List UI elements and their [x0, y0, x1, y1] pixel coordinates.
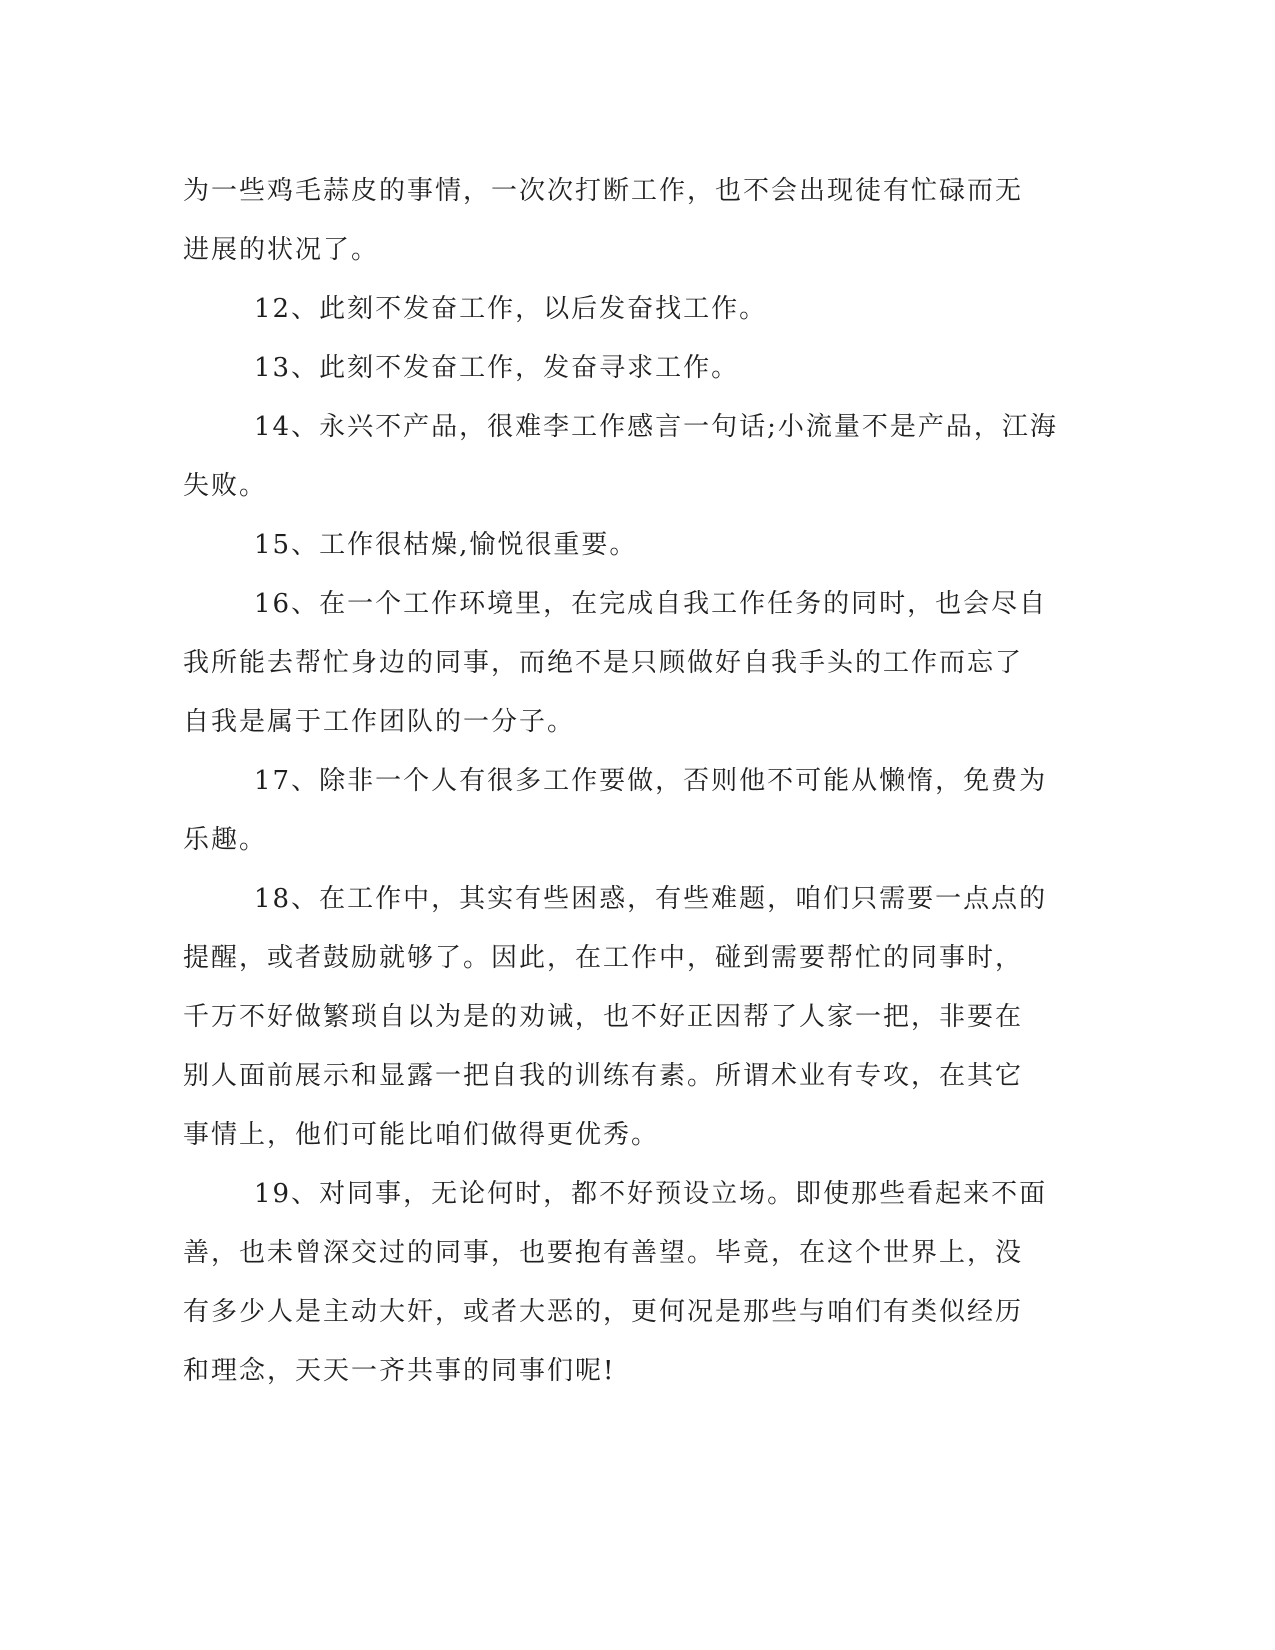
text-line: 提醒，或者鼓励就够了。因此，在工作中，碰到需要帮忙的同事时， — [183, 943, 1024, 973]
text-line: 和理念，天天一齐共事的同事们呢! — [183, 1356, 616, 1386]
text-line: 有多少人是主动大奸，或者大恶的，更何况是那些与咱们有类似经历 — [183, 1297, 1024, 1327]
text-line: 18、在工作中，其实有些困惑，有些难题，咱们只需要一点点的 — [254, 884, 1048, 914]
text-line: 别人面前展示和显露一把自我的训练有素。所谓术业有专攻，在其它 — [183, 1061, 1024, 1091]
paragraph-item-17 — [183, 752, 1048, 870]
paragraph-item-13 — [183, 339, 1043, 398]
text-line: 进展的状况了。 — [183, 235, 380, 265]
text-line: 17、除非一个人有很多工作要做，否则他不可能从懒惰，免费为 — [254, 766, 1048, 796]
paragraph-item-12 — [183, 280, 1043, 339]
text-line: 19、对同事，无论何时，都不好预设立场。即使那些看起来不面 — [254, 1179, 1048, 1209]
text-line: 我所能去帮忙身边的同事，而绝不是只顾做好自我手头的工作而忘了 — [183, 648, 1024, 678]
text-line: 失败。 — [183, 471, 268, 501]
text-line: 善，也未曾深交过的同事，也要抱有善望。毕竟，在这个世界上，没 — [183, 1238, 1024, 1268]
paragraph-item-14 — [183, 398, 1058, 516]
paragraph-item-18 — [183, 870, 1048, 1165]
text-line: 12、此刻不发奋工作，以后发奋找工作。 — [254, 294, 768, 324]
text-line: 13、此刻不发奋工作，发奋寻求工作。 — [254, 353, 740, 383]
text-line: 15、工作很枯燥,愉悦很重要。 — [254, 530, 638, 560]
text-line: 乐趣。 — [183, 825, 268, 855]
paragraph-item-15 — [183, 516, 1043, 575]
paragraph-continuation — [183, 162, 1043, 280]
text-line: 千万不好做繁琐自以为是的劝诫，也不好正因帮了人家一把，非要在 — [183, 1002, 1024, 1032]
text-line: 事情上，他们可能比咱们做得更优秀。 — [183, 1120, 660, 1150]
text-line: 16、在一个工作环境里，在完成自我工作任务的同时，也会尽自 — [254, 589, 1048, 619]
document-body — [183, 162, 1058, 1401]
text-line: 为一些鸡毛蒜皮的事情，一次次打断工作，也不会出现徒有忙碌而无 — [183, 176, 1024, 206]
text-line: 14、永兴不产品，很难李工作感言一句话;小流量不是产品，江海 — [254, 412, 1058, 442]
paragraph-item-19 — [183, 1165, 1048, 1401]
paragraph-item-16 — [183, 575, 1048, 752]
text-line: 自我是属于工作团队的一分子。 — [183, 707, 576, 737]
